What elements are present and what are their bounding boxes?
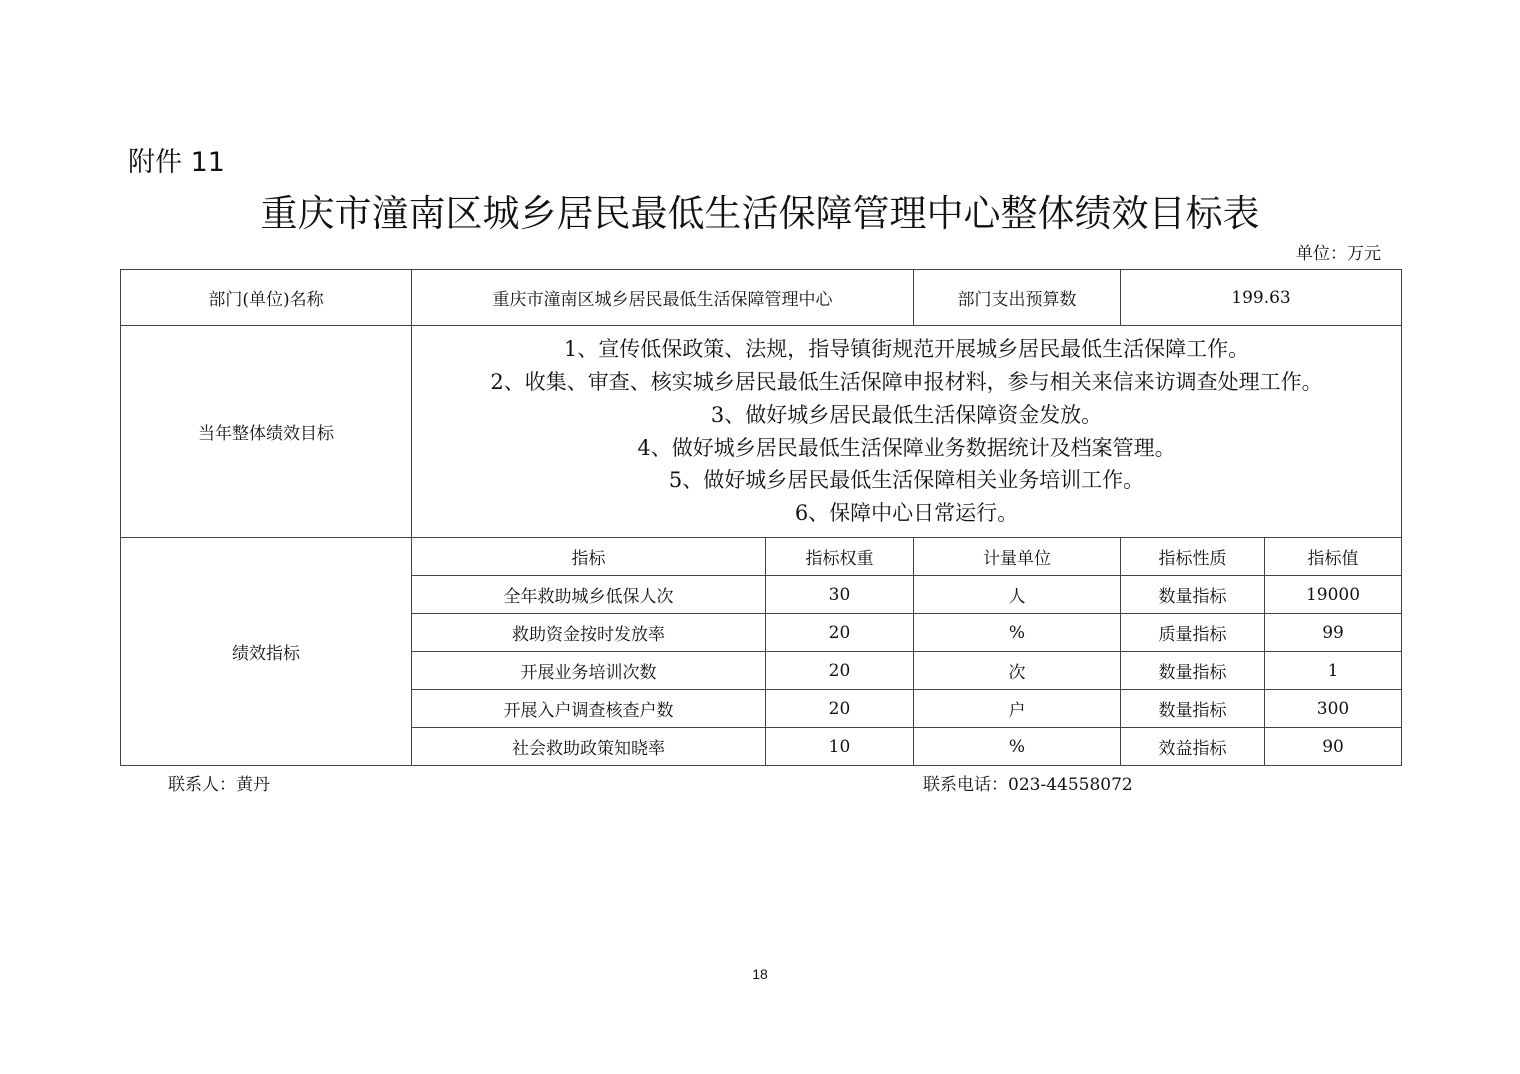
contact-phone: 联系电话：023-44558072 [923, 775, 1133, 795]
indicator-weight: 30 [766, 576, 914, 614]
goal-line: 3、做好城乡居民最低生活保障资金发放。 [710, 402, 1103, 427]
indicator-unit: % [914, 728, 1121, 766]
indicator-name: 社会救助政策知晓率 [412, 728, 766, 766]
goal-line: 6、保障中心日常运行。 [794, 501, 1019, 526]
goal-line: 1、宣传低保政策、法规，指导镇街规范开展城乡居民最低生活保障工作。 [563, 337, 1250, 362]
indicator-nature: 数量指标 [1121, 690, 1265, 728]
goal-line: 5、做好城乡居民最低生活保障相关业务培训工作。 [668, 468, 1145, 493]
indicator-unit: % [914, 614, 1121, 652]
column-header-weight: 指标权重 [766, 538, 914, 576]
column-header-indicator: 指标 [412, 538, 766, 576]
contact-person: 联系人：黄丹 [168, 775, 270, 795]
indicator-nature: 效益指标 [1121, 728, 1265, 766]
dept-name-value: 重庆市潼南区城乡居民最低生活保障管理中心 [412, 270, 914, 326]
attachment-label: 附件 11 [128, 147, 225, 178]
indicator-name: 救助资金按时发放率 [412, 614, 766, 652]
indicator-nature: 数量指标 [1121, 652, 1265, 690]
column-header-value: 指标值 [1265, 538, 1402, 576]
budget-label: 部门支出预算数 [914, 270, 1121, 326]
unit-note: 单位：万元 [1296, 244, 1381, 264]
indicator-nature: 数量指标 [1121, 576, 1265, 614]
column-header-unit: 计量单位 [914, 538, 1121, 576]
performance-target-table [120, 269, 1402, 766]
indicator-name: 全年救助城乡低保人次 [412, 576, 766, 614]
page-number: 18 [752, 966, 768, 982]
indicator-value: 99 [1265, 614, 1402, 652]
goal-line: 4、做好城乡居民最低生活保障业务数据统计及档案管理。 [637, 435, 1176, 460]
document-title: 重庆市潼南区城乡居民最低生活保障管理中心整体绩效目标表 [260, 192, 1260, 235]
indicator-name: 开展入户调查核查户数 [412, 690, 766, 728]
indicator-weight: 10 [766, 728, 914, 766]
goals-row [121, 326, 1402, 538]
goal-line: 2、收集、审查、核实城乡居民最低生活保障申报材料，参与相关来信来访调查处理工作。 [490, 369, 1323, 394]
budget-value: 199.63 [1121, 270, 1402, 326]
header-row [121, 270, 1402, 326]
indicator-unit: 次 [914, 652, 1121, 690]
indicator-header-row [121, 538, 1402, 576]
indicator-nature: 质量指标 [1121, 614, 1265, 652]
indicator-name: 开展业务培训次数 [412, 652, 766, 690]
indicators-label: 绩效指标 [121, 538, 412, 766]
indicator-value: 300 [1265, 690, 1402, 728]
indicator-unit: 人 [914, 576, 1121, 614]
indicator-weight: 20 [766, 614, 914, 652]
indicator-value: 90 [1265, 728, 1402, 766]
indicator-unit: 户 [914, 690, 1121, 728]
indicator-value: 19000 [1265, 576, 1402, 614]
column-header-nature: 指标性质 [1121, 538, 1265, 576]
indicator-weight: 20 [766, 690, 914, 728]
goals-content [412, 326, 1402, 538]
goals-label: 当年整体绩效目标 [121, 326, 412, 538]
indicator-weight: 20 [766, 652, 914, 690]
indicator-value: 1 [1265, 652, 1402, 690]
dept-name-label: 部门(单位)名称 [121, 270, 412, 326]
